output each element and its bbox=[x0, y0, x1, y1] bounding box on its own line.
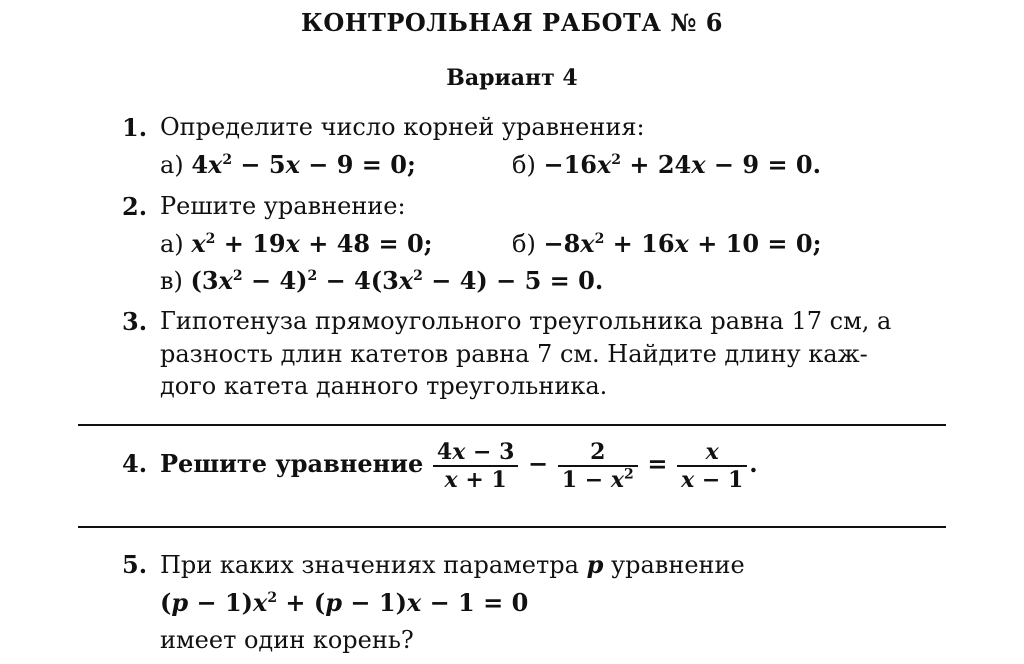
task-1-text: Определите число корней уравнения: bbox=[160, 113, 645, 141]
task-2-number: 2. bbox=[122, 192, 148, 221]
task-2b-equation: $-8x^2 + 16x + 10 = 0$; bbox=[543, 229, 822, 258]
section-divider bbox=[78, 424, 946, 426]
page-title: КОНТРОЛЬНАЯ РАБОТА № 6 bbox=[301, 8, 723, 37]
fraction-1: $\frac{4x - 3}{x + 1}$ bbox=[433, 439, 519, 493]
task-1b bbox=[512, 150, 821, 179]
task-5-text-before: При каких значениях параметра bbox=[160, 551, 579, 579]
task-1a-equation: $4x^2 - 5x - 9 = 0$; bbox=[191, 150, 416, 179]
task-1-number: 1. bbox=[122, 113, 148, 142]
equals-sign: = bbox=[647, 449, 668, 478]
minus-sign: − bbox=[528, 449, 549, 478]
task-3-line-1: Гипотенуза прямоугольного треугольника равна 17 см, а bbox=[160, 307, 892, 335]
task-2b bbox=[512, 229, 821, 258]
task-2c-label: в) bbox=[160, 267, 183, 295]
task-2a bbox=[160, 229, 433, 258]
task-5-param: p bbox=[586, 550, 604, 579]
section-divider-2 bbox=[78, 526, 946, 528]
task-1b-equation: $-16x^2 + 24x - 9 = 0$. bbox=[543, 150, 821, 179]
task-2-text: Решите уравнение: bbox=[160, 192, 406, 220]
task-1a-label: а) bbox=[160, 151, 184, 179]
task-2c-equation: $(3x^2 - 4)^2 - 4(3x^2 - 4) - 5 = 0$. bbox=[190, 266, 604, 295]
fraction-3: $\frac{x}{x - 1}$ bbox=[677, 439, 747, 493]
variant-heading: Вариант 4 bbox=[446, 65, 578, 91]
task-2c bbox=[160, 266, 603, 295]
task-5-equation: $(p - 1)x^2 + (p - 1)x - 1 = 0$ bbox=[160, 588, 529, 617]
task-5-last-line: имеет один корень? bbox=[160, 626, 414, 654]
task-5-number: 5. bbox=[122, 550, 148, 579]
task-5-text-after: уравнение bbox=[611, 551, 745, 579]
task-3-line-2: разность длин катетов равна 7 см. Найдите длину каж- bbox=[160, 340, 868, 368]
task-3-number: 3. bbox=[122, 307, 148, 336]
task-3-line-3: дого катета данного треугольника. bbox=[160, 372, 608, 400]
task-4-line: Решите уравнение $\frac{4x - 3}{x + 1}$ − $\frac{2}{1 - x^2}$ = $\frac{x}{x - 1}$ . bbox=[160, 438, 758, 493]
task-1b-label: б) bbox=[512, 151, 536, 179]
task-2b-label: б) bbox=[512, 230, 536, 258]
task-2a-label: а) bbox=[160, 230, 184, 258]
task-5-line-1 bbox=[160, 550, 745, 579]
task-4-number: 4. bbox=[122, 449, 148, 478]
task-2a-equation: $x^2 + 19x + 48 = 0$; bbox=[191, 229, 433, 258]
task-4-text: Решите уравнение bbox=[160, 449, 424, 478]
task-1a bbox=[160, 150, 416, 179]
fraction-2: $\frac{2}{1 - x^2}$ bbox=[558, 439, 638, 493]
